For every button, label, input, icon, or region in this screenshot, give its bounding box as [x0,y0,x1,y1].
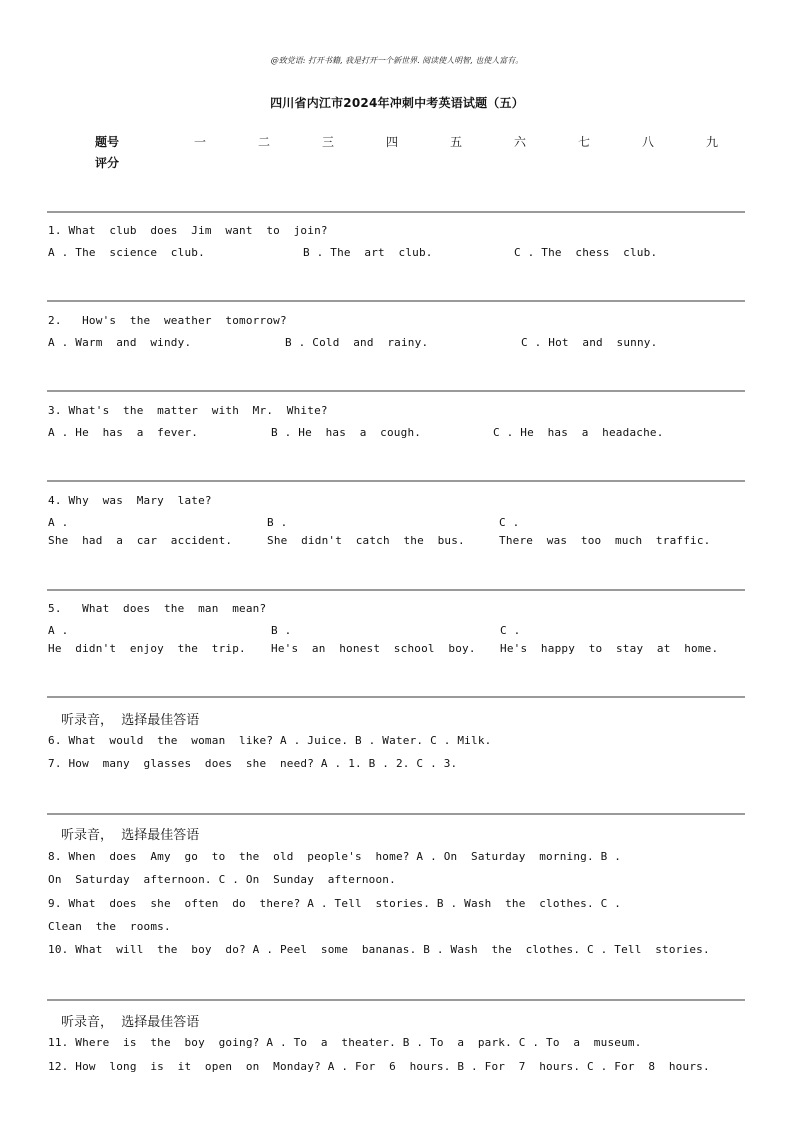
question-5-option-a: He didn't enjoy the trip. [48,642,246,655]
question-4-option-a: She had a car accident. [48,534,233,547]
section-heading: 听录音， 选择最佳答语 [61,828,200,843]
question-3-option-b: B . He has a cough. [271,426,422,439]
question-3-option-a: A . He has a fever. [48,426,199,439]
divider [47,480,745,482]
question-1-option-c: C . The chess club. [514,246,658,259]
score-column-1: 一 [193,135,206,149]
question-12: 12. How long is it open on Monday? A . For 6 hours. B . For 7 hours. C . For 8 hours. [48,1060,710,1073]
question-3-option-c: C . He has a headache. [493,426,664,439]
question-5-option-b: He's an honest school boy. [271,642,476,655]
divider [47,696,745,698]
question-6: 6. What would the woman like? A . Juice. B . Water. C . Milk. [48,734,492,747]
question-2-option-a: A . Warm and windy. [48,336,192,349]
question-2-stem: 2. How's the weather tomorrow? [48,314,287,327]
page-title: 四川省内江市2024年冲刺中考英语试题（五） [270,96,524,110]
question-9-line-1: 9. What does she often do there? A . Tell stories. B . Wash the clothes. C . [48,897,622,910]
question-5-option-c-label: C . [500,624,521,637]
divider [47,813,745,815]
question-7: 7. How many glasses does she need? A . 1. B . 2. C . 3. [48,757,458,770]
question-4-option-b: She didn't catch the bus. [267,534,465,547]
question-4-option-b-label: B . [267,516,288,529]
question-2-option-c: C . Hot and sunny. [521,336,658,349]
divider [47,211,745,213]
score-column-4: 四 [385,135,398,149]
score-table-row-label-score: 评分 [95,156,120,170]
divider [47,390,745,392]
score-column-7: 七 [577,135,590,149]
question-5-option-b-label: B . [271,624,292,637]
question-3-stem: 3. What's the matter with Mr. White? [48,404,328,417]
score-column-2: 二 [257,135,270,149]
score-table-row-label-number: 题号 [95,135,120,149]
divider [47,300,745,302]
section-heading: 听录音， 选择最佳答语 [61,713,200,728]
question-1-option-a: A . The science club. [48,246,205,259]
question-9-line-2: Clean the rooms. [48,920,171,933]
header-motto: @致党语: 打开书籍, 我是打开一个新世界. 阅读使人明智, 也使人富有。 [270,56,524,65]
score-column-9: 九 [705,135,718,149]
question-10: 10. What will the boy do? A . Peel some bananas. B . Wash the clothes. C . Tell stories. [48,943,710,956]
score-column-5: 五 [449,135,462,149]
question-5-option-a-label: A . [48,624,69,637]
section-heading: 听录音， 选择最佳答语 [61,1015,200,1030]
question-8-line-2: On Saturday afternoon. C . On Sunday afternoon. [48,873,396,886]
divider [47,999,745,1001]
score-column-8: 八 [641,135,654,149]
score-column-3: 三 [321,135,334,149]
score-column-6: 六 [513,135,526,149]
question-4-stem: 4. Why was Mary late? [48,494,212,507]
question-4-option-c-label: C . [499,516,520,529]
question-11: 11. Where is the boy going? A . To a theater. B . To a park. C . To a museum. [48,1036,642,1049]
question-4-option-c: There was too much traffic. [499,534,711,547]
question-1-stem: 1. What club does Jim want to join? [48,224,328,237]
question-8-line-1: 8. When does Amy go to the old people's home? A . On Saturday morning. B . [48,850,622,863]
question-5-stem: 5. What does the man mean? [48,602,267,615]
question-1-option-b: B . The art club. [303,246,433,259]
question-2-option-b: B . Cold and rainy. [285,336,429,349]
divider [47,589,745,591]
question-5-option-c: He's happy to stay at home. [500,642,719,655]
question-4-option-a-label: A . [48,516,69,529]
